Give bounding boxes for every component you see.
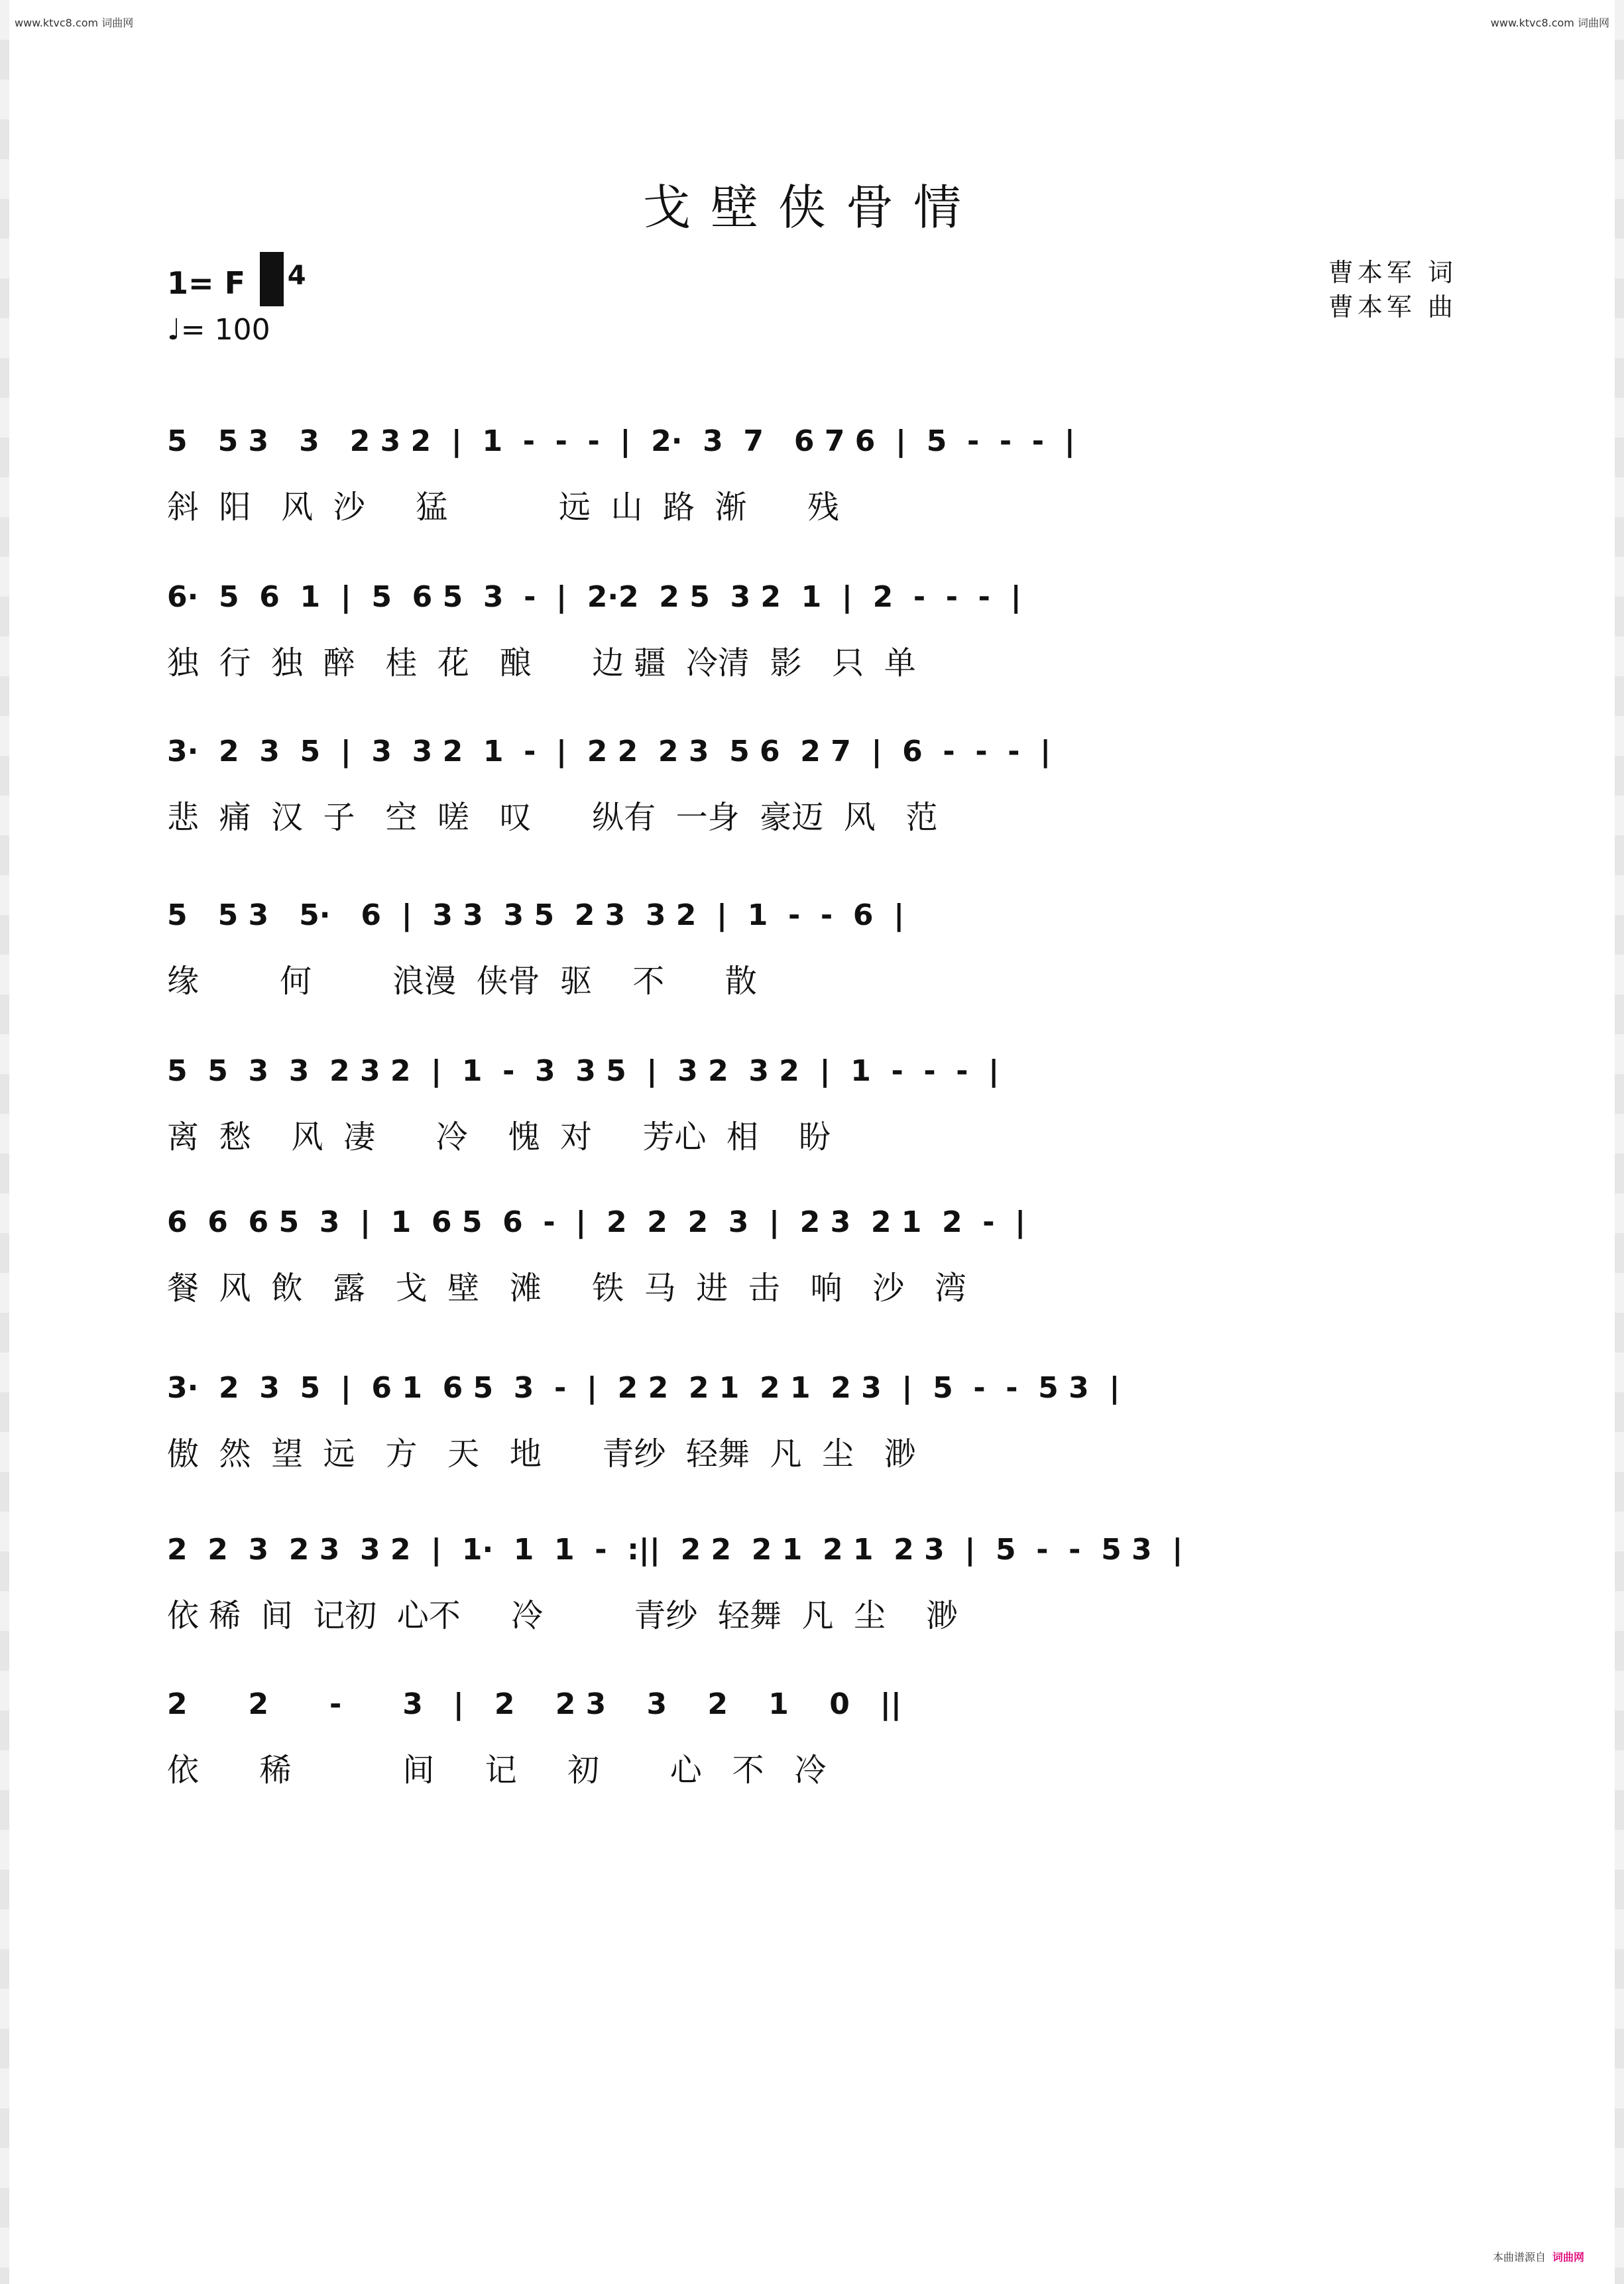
- meter-bottom: 4: [287, 261, 306, 291]
- header-right-site[interactable]: www.ktvc8.com: [1490, 17, 1574, 29]
- lyrics-line: 依 稀 间 记 初 心 不 冷: [167, 1752, 827, 1789]
- lyrics-line: 餐 风 飲 露 戈 壁 滩 铁 马 进 击 响 沙 湾: [167, 1270, 967, 1307]
- notation-line: 2 2 3 2 3 3 2 | 1· 1 1 - :|| 2 2 2 1 2 1 2 3 | 5 - - 5 3 |: [167, 1533, 1183, 1567]
- header-right: [1491, 15, 1609, 30]
- composer-credit: 曹本军 曲: [1328, 292, 1457, 322]
- notation-line: 6· 5 6 1 | 5 6 5 3 - | 2·2 2 5 3 2 1 | 2 - - - |: [167, 580, 1021, 614]
- left-margin-strip: [0, 0, 9, 2284]
- lyrics-line: 悲 痛 汉 子 空 嗟 叹 纵有 一身 豪迈 风 范: [167, 799, 938, 836]
- quarter-note-icon: ♩: [167, 313, 181, 347]
- right-margin-strip: [1615, 0, 1624, 2284]
- key-signature: 1= F: [167, 265, 245, 301]
- header-left-site[interactable]: www.ktvc8.com: [15, 17, 99, 29]
- lyrics-line: 独 行 独 醉 桂 花 酿 边 疆 冷清 影 只 单: [167, 644, 916, 682]
- tempo-marking: [167, 313, 270, 347]
- lyrics-line: 离 愁 风 凄 冷 愧 对 芳心 相 盼: [167, 1118, 831, 1156]
- footer-text: 本曲谱源自: [1492, 2251, 1546, 2263]
- time-signature: [260, 263, 306, 289]
- header-left: [15, 15, 133, 30]
- notation-line: 5 5 3 5· 6 | 3 3 3 5 2 3 3 2 | 1 - - 6 |: [167, 898, 905, 932]
- header-right-label: 词曲网: [1577, 17, 1609, 29]
- footer: [1493, 2249, 1584, 2264]
- notation-line: 5 5 3 3 2 3 2 | 1 - 3 3 5 | 3 2 3 2 | 1 - - - |: [167, 1054, 1000, 1088]
- notation-line: 6 6 6 5 3 | 1 6 5 6 - | 2 2 2 3 | 2 3 2 1 2 - |: [167, 1205, 1026, 1239]
- tempo-value: = 100: [180, 313, 270, 347]
- notation-line: 2 2 - 3 | 2 2 3 3 2 1 0 ||: [167, 1687, 901, 1721]
- lyrics-line: 依 稀 间 记初 心不 冷 青纱 轻舞 凡 尘 渺: [167, 1597, 958, 1634]
- notation-line: 3· 2 3 5 | 6 1 6 5 3 - | 2 2 2 1 2 1 2 3 | 5 - - 5 3 |: [167, 1371, 1120, 1405]
- notation-line: 3· 2 3 5 | 3 3 2 1 - | 2 2 2 3 5 6 2 7 | 6 - - - |: [167, 735, 1051, 768]
- lyrics-line: 傲 然 望 远 方 天 地 青纱 轻舞 凡 尘 渺: [167, 1435, 916, 1473]
- lyrics-line: 缘 何 浪漫 侠骨 驱 不 散: [167, 963, 757, 1000]
- lyricist-credit: 曹本军 词: [1328, 258, 1457, 287]
- header-left-label: 词曲网: [101, 17, 134, 29]
- footer-brand[interactable]: 词曲网: [1552, 2251, 1584, 2263]
- song-title: 戈壁侠骨情: [642, 180, 981, 235]
- lyrics-line: 斜 阳 风 沙 猛 远 山 路 渐 残: [167, 489, 840, 526]
- notation-line: 5 5 3 3 2 3 2 | 1 - - - | 2· 3 7 6 7 6 | 5 - - - |: [167, 424, 1075, 458]
